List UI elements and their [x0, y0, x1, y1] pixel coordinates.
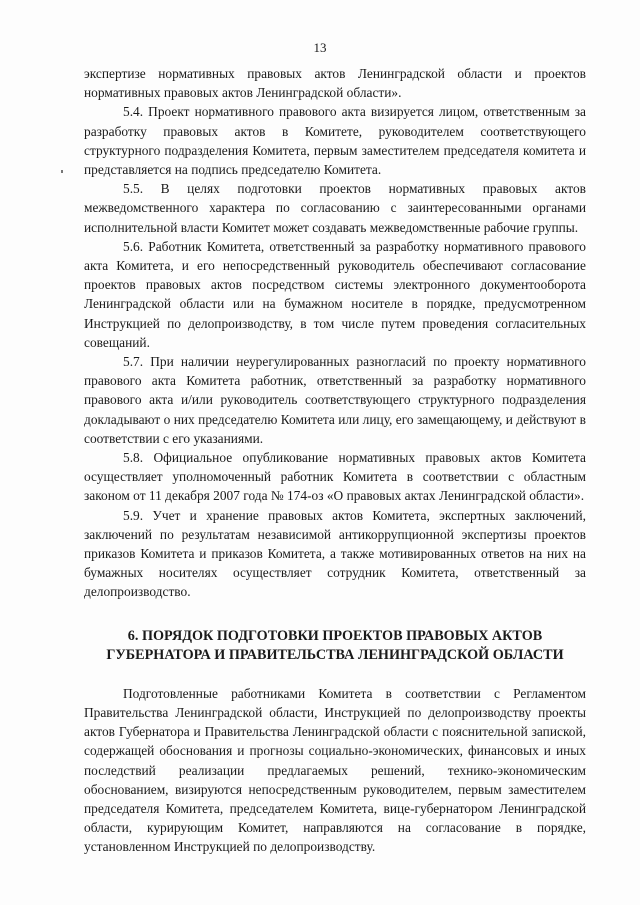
paragraph-5-4: 5.4. Проект нормативного правового акта визируется лицом, ответственным за разработку правовых актов в Комитете, руководителем соответствующего структурного подразделения Комитета, первым заместителем председателя комитета и представляется на подпись председателю Комитета.	[84, 104, 586, 178]
section-6-title: 6. ПОРЯДОК ПОДГОТОВКИ ПРОЕКТОВ ПРАВОВЫХ АКТОВ ГУБЕРНАТОРА И ПРАВИТЕЛЬСТВА ЛЕНИНГРАДСКОЙ ОБЛАСТИ	[106, 627, 564, 663]
document-body	[84, 64, 586, 857]
paragraph-section-6: Подготовленные работниками Комитета в соответствии с Регламентом Правительства Ленинградской области, Инструкцией по делопроизводству проекты актов Губернатора и Правительства Ленинградской области с пояснительной запиской, содержащей обоснования и прогнозы социально-экономических, финансовых и иных последствий реализации предлагаемых решений, технико-экономическим обоснованием, визируются непосредственным руководителем, первым заместителем председателя Комитета, председателем Комитета, вице-губернатором Ленинградской области, курирующим Комитет, направляются на согласование в порядке, установленном Инструкцией по делопроизводству.	[84, 685, 586, 855]
paragraph-5-7: 5.7. При наличии неурегулированных разногласий по проекту нормативного правового акта Комитета работник, ответственный за разработку нормативного правового акта и/или руководитель соответствующего структурного подразделения докладывают о них председателю Комитета или лицу, его замещающему, и действуют в соответствии с его указаниями.	[84, 354, 586, 446]
page-number: 13	[313, 40, 327, 55]
paragraph-5-9: 5.9. Учет и хранение правовых актов Комитета, экспертных заключений, заключений по результатам независимой антикоррупционной экспертизы проектов приказов Комитета и приказов Комитета, а также мотивированных ответов на них на бумажных носителях осуществляет сотрудник Комитета, ответственный за делопроизводство.	[84, 507, 586, 600]
paragraph-5-8: 5.8. Официальное опубликование нормативных правовых актов Комитета осуществляет уполномоченный работник Комитета в соответствии с областным законом от 11 декабря 2007 года № 174-оз «О правовых актах Ленинградской области».	[84, 450, 586, 504]
paragraph-5-5: 5.5. В целях подготовки проектов нормативных правовых актов межведомственного характера по согласованию с заинтересованными органами исполнительной власти Комитет может создавать межведомственные рабочие группы.	[84, 181, 586, 235]
paragraph-5-6: 5.6. Работник Комитета, ответственный за разработку нормативного правового акта Комитета, и его непосредственный руководитель обеспечивают согласование проектов правовых актов посредством системы электронного документооборота Ленинградской области или на бумажном носителе в порядке, предусмотренном Инструкцией по делопроизводству, в том числе путем проведения согласительных совещаний.	[84, 238, 586, 350]
paragraph-continuation: экспертизе нормативных правовых актов Ленинградской области и проектов нормативных правовых актов Ленинградской области».	[84, 66, 586, 101]
margin-mark	[61, 170, 63, 173]
